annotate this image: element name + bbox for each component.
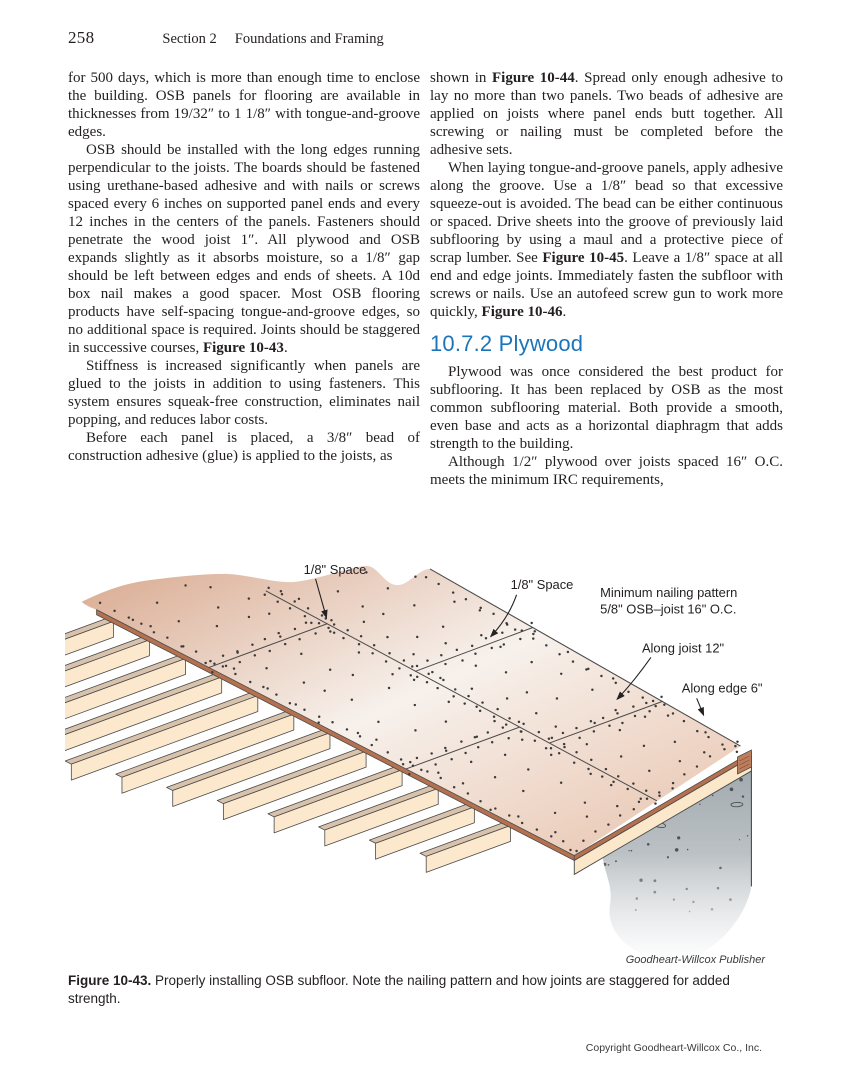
page-number: 258 bbox=[68, 28, 95, 47]
figure-label-space-2: 1/8" Space bbox=[510, 576, 574, 592]
figure-label-nailing-2: 5/8" OSB–joist 16" O.C. bbox=[600, 601, 737, 617]
section-title: Foundations and Framing bbox=[234, 31, 384, 47]
osb-subfloor-diagram bbox=[65, 552, 785, 965]
figure-label-nailing-1: Minimum nailing pattern bbox=[600, 584, 738, 600]
paragraph: Stiffness is increased significantly when panels are glued to the joists in addition to using fasteners. This system ensures squeak-free construction, eliminates nail popping, and reduces labor costs. bbox=[68, 358, 420, 428]
figure-label-along-joist: Along joist 12" bbox=[641, 640, 725, 656]
paragraph: Plywood was once considered the best product for subflooring. It has been replaced by OSB as the most common subflooring material. Both provide a smooth, even base and acts as a horizontal diaphragm that adds strength to the building. bbox=[430, 364, 783, 452]
running-head bbox=[68, 28, 783, 48]
leader-arrow-along-edge bbox=[697, 698, 704, 715]
figure-illustration bbox=[65, 552, 785, 965]
section-heading: 10.7.2 Plywood bbox=[430, 331, 584, 356]
paragraph: Before each panel is placed, a 3/8″ bead of construction adhesive (glue) is applied to the joists, as bbox=[68, 430, 420, 464]
figure-caption-label: Figure 10-43. bbox=[68, 973, 152, 988]
paragraph: for 500 days, which is more than enough time to enclose the building. OSB panels for flooring are available in thicknesses from 19/32″ to 1 1/8″ with tongue-and-groove edges. bbox=[68, 70, 420, 140]
section-label: Section 2 bbox=[162, 31, 217, 47]
right-column bbox=[430, 69, 783, 489]
copyright-line: Copyright Goodheart-Willcox Co., Inc. bbox=[585, 1042, 762, 1054]
paragraph: When laying tongue-and-groove panels, apply adhesive along the groove. Use a 1/8″ bead so that excessive squeeze-out is avoided. The bead can be either continuous or spaced. Drive sheets into the groove of previously laid subflooring by using a maul and a protective piece of scrap lumber. See Figure 10-45. Leave a 1/8″ space at all end and edge joints. Immediately fasten the subfloor with screws or nails. Use an autofeed screw gun to work more quickly, Figure 10-46. bbox=[430, 160, 783, 320]
figure-label-along-edge: Along edge 6" bbox=[681, 680, 763, 696]
figure-caption bbox=[68, 972, 784, 1007]
figure-credit: Goodheart-Willcox Publisher bbox=[625, 954, 765, 966]
paragraph: Although 1/2″ plywood over joists spaced 16″ O.C. meets the minimum IRC requirements, bbox=[430, 454, 783, 488]
figure-label-space-1: 1/8" Space bbox=[303, 561, 367, 577]
left-column bbox=[68, 69, 420, 465]
paragraph: OSB should be installed with the long edges running perpendicular to the joists. The boards should be fastened using urethane-based adhesive and with nails or screws spaced every 6 inches on supported panel ends and every 12 inches in the centers of the panels. Fasteners should penetrate the wood joist 1″. All plywood and OSB expands slightly as it absorbs moisture, so a 1/8″ gap should be left between edges and ends of sheets. A 10d box nail makes a good spacer. Most OSB flooring products have self-spacing tongue-and-groove edges, so no additional space is required. Joints should be staggered in successive courses, Figure 10-43. bbox=[68, 142, 420, 356]
paragraph: shown in Figure 10-44. Spread only enough adhesive to lay no more than two panels. Two beads of adhesive are applied on joists where panel ends butt together. All screwing or nailing must be completed before the adhesive sets. bbox=[430, 70, 784, 158]
figure-caption-text: Properly installing OSB subfloor. Note the nailing pattern and how joints are staggered for added strength. bbox=[68, 973, 730, 1006]
